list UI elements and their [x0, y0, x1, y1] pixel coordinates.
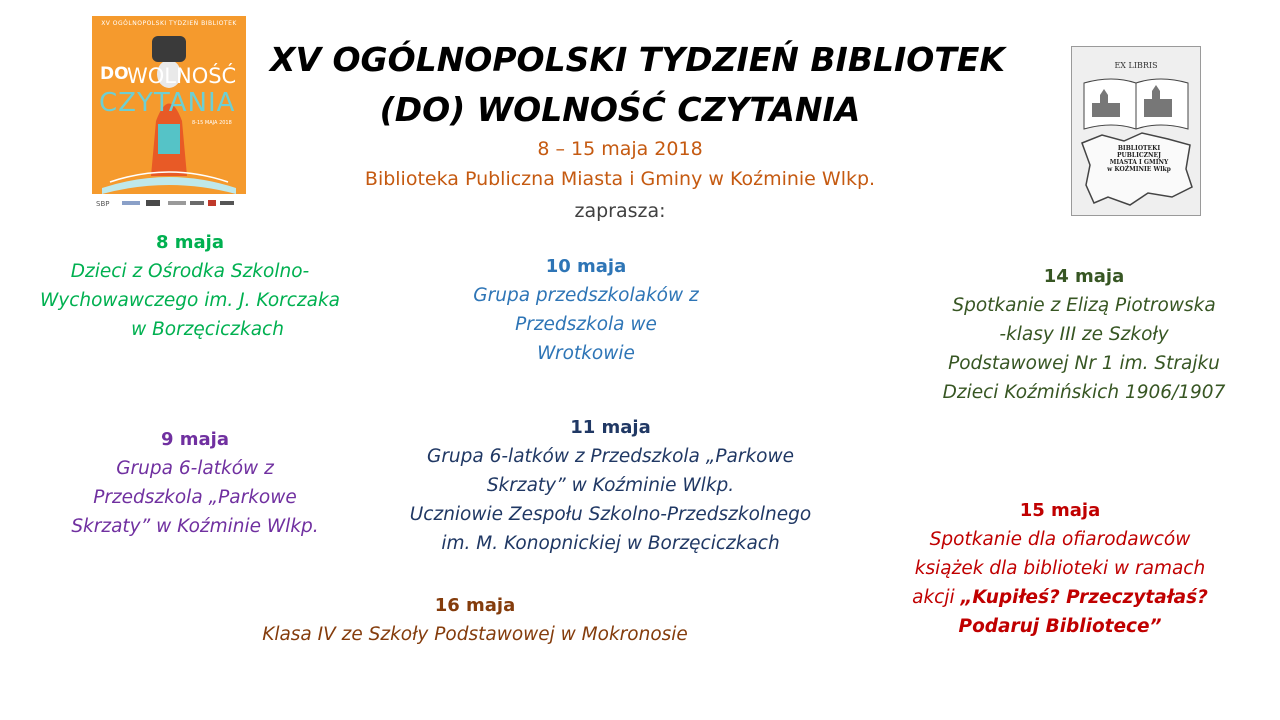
inscription-line: MIASTA I GMINY	[1109, 159, 1169, 166]
event-description-line: Wychowawczego im. J. Korczaka	[39, 290, 341, 311]
event-description-line: Wrotkowie	[537, 343, 635, 364]
event-description-line: Przedszkola we	[515, 314, 657, 335]
poster-wolnosc-text: WOLNOŚĆ	[127, 64, 237, 88]
event-may-10	[436, 252, 736, 368]
campaign-name-part1: „Kupiłeś? Przeczytałaś?	[960, 587, 1208, 608]
event-may-9	[40, 425, 350, 541]
event-date: 11 maja	[570, 417, 651, 438]
sponsor-logos	[92, 194, 246, 212]
event-date: 8 maja	[155, 232, 224, 253]
campaign-name-part2: Podaruj Bibliotece”	[958, 616, 1162, 637]
library-name: Biblioteka Publiczna Miasta i Gminy w Koźminie Wlkp.	[364, 168, 876, 190]
event-date: 15 maja	[1019, 500, 1101, 521]
event-may-16	[230, 591, 720, 649]
event-description-line	[890, 583, 1230, 612]
event-description-line: Klasa IV ze Szkoły Podstawowej w Mokronosie	[262, 624, 688, 645]
event-date: 14 maja	[1043, 266, 1125, 287]
festival-poster-logo	[92, 16, 246, 212]
event-description-line: -klasy III ze Szkoły	[999, 324, 1169, 345]
event-may-8	[20, 228, 360, 344]
event-may-11	[398, 413, 823, 558]
event-description-line: Skrzaty” w Koźminie Wlkp.	[71, 516, 319, 537]
sbp-logo-text: SBP	[96, 200, 110, 208]
page-title-line1: XV OGÓLNOPOLSKI TYDZIEŃ BIBLIOTEK	[270, 40, 1005, 79]
ex-libris-stamp	[1071, 46, 1201, 216]
event-description-line: Podstawowej Nr 1 im. Strajku	[948, 353, 1220, 374]
event-date: 10 maja	[545, 256, 627, 277]
event-description-line: Skrzaty” w Koźminie Wlkp.	[486, 475, 735, 496]
invites-text: zaprasza:	[574, 200, 666, 222]
event-description-line: Przedszkola „Parkowe	[93, 487, 297, 508]
event-dates: 8 – 15 maja 2018	[537, 138, 703, 160]
inscription-line: PUBLICZNEJ	[1117, 152, 1161, 159]
event-description-line: w Borzęciczkach	[131, 319, 284, 340]
campaign-prefix: akcji	[912, 587, 961, 608]
inscription-line: BIBLIOTEKI	[1117, 145, 1161, 152]
event-description-line: Spotkanie dla ofiarodawców	[929, 529, 1191, 550]
event-date: 16 maja	[434, 595, 516, 616]
event-may-15	[890, 496, 1230, 641]
event-description-line: Dzieci Koźmińskich 1906/1907	[942, 382, 1226, 403]
event-description-line: im. M. Konopnickiej w Borzęciczkach	[441, 533, 780, 554]
ex-libris-label: EX LIBRIS	[1114, 61, 1158, 70]
poster-czytania-text: CZYTANIA	[99, 88, 236, 118]
ex-libris-illustration	[1072, 47, 1200, 215]
event-may-14	[920, 262, 1248, 407]
event-description-line: Grupa 6-latków z Przedszkola „Parkowe	[426, 446, 794, 467]
poster-top-text: XV OGÓLNOPOLSKI TYDZIEŃ BIBLIOTEK	[101, 20, 237, 27]
event-description-line: książek dla biblioteki w ramach	[914, 558, 1206, 579]
inscription-line: w KOŹMINIE Wlkp	[1107, 166, 1171, 173]
event-date: 9 maja	[160, 429, 229, 450]
poster-date-text: 8-15 MAJA 2018	[192, 120, 232, 126]
event-description-line: Uczniowie Zespołu Szkolno-Przedszkolnego	[409, 504, 812, 525]
event-description-line: Spotkanie z Elizą Piotrowska	[952, 295, 1216, 316]
ex-libris-inscription	[1094, 145, 1184, 173]
event-description-line: Dzieci z Ośrodka Szkolno-	[70, 261, 310, 282]
poster-do-text: DO	[100, 64, 129, 84]
event-description-line: Grupa przedszkolaków z	[473, 285, 699, 306]
event-description-line: Grupa 6-latków z	[116, 458, 274, 479]
page-title-line2: (DO) WOLNOŚĆ CZYTANIA	[379, 90, 861, 129]
sponsor-logos-strip	[92, 194, 246, 212]
